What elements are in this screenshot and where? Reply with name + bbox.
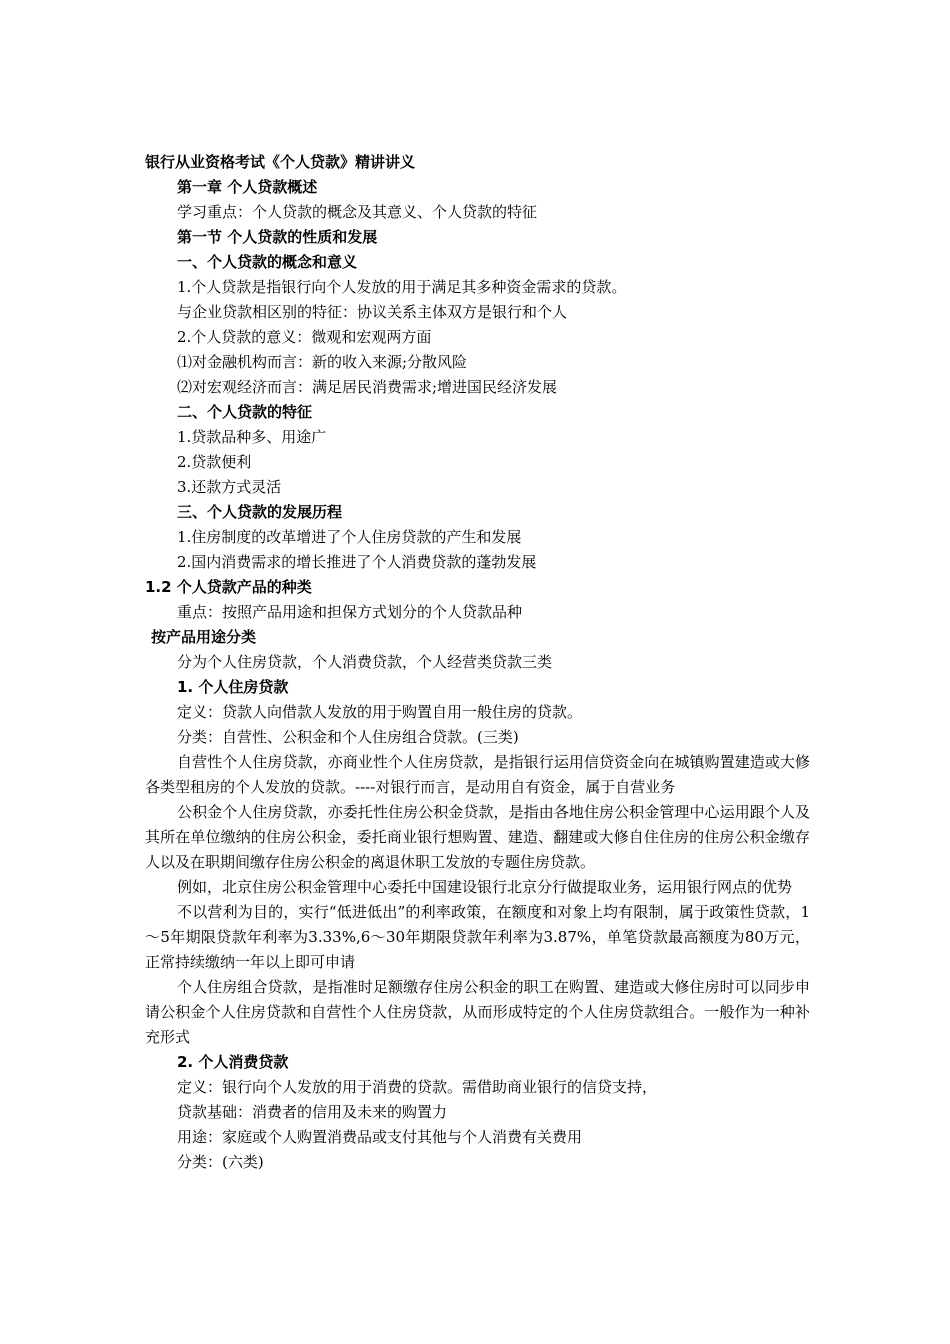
text-line: 2.个人贷款的意义：微观和宏观两方面 (177, 328, 432, 346)
text-line: 1.住房制度的改革增进了个人住房贷款的产生和发展 (177, 528, 522, 546)
text-line: 与企业贷款相区别的特征：协议关系主体双方是银行和个人 (177, 303, 568, 321)
text-line: 用途：家庭或个人购置消费品或支付其他与个人消费有关费用 (177, 1128, 583, 1146)
subsection-heading: 一、个人贷款的概念和意义 (177, 253, 358, 271)
paragraph: 公积金个人住房贷款，亦委托性住房公积金贷款，是指由各地住房公积金管理中心运用跟个人及其所在单位缴纳的住房公积金，委托商业银行想购置、建造、翻建或大修自住住房的住房公积金缴存人以及在职期间缴存住房公积金的离退休职工发放的专题住房贷款。 (145, 803, 810, 871)
paragraph: 不以营利为目的，实行“低进低出”的利率政策，在额度和对象上均有限制，属于政策性贷款，1～5年期限贷款年利率为3.33%,6～30年期限贷款年利率为3.87%，单笔贷款最高额度为80万元，正常持续缴纳一年以上即可申请 (145, 903, 810, 971)
text-line: 贷款基础：消费者的信用及未来的购置力 (177, 1103, 448, 1121)
text-line: 定义：贷款人向借款人发放的用于购置自用一般住房的贷款。 (177, 703, 583, 721)
text-line: 分类：自营性、公积金和个人住房组合贷款。(三类) (177, 728, 519, 746)
paragraph: 个人住房组合贷款，是指准时足额缴存住房公积金的职工在购置、建造或大修住房时可以同步申请公积金个人住房贷款和自营性个人住房贷款，从而形成特定的个人住房贷款组合。一般作为一种补充形式 (145, 978, 810, 1046)
text-line: 3.还款方式灵活 (177, 478, 282, 496)
text-line: 1.贷款品种多、用途广 (177, 428, 327, 446)
text-line: 2.国内消费需求的增长推进了个人消费贷款的蓬勃发展 (177, 553, 537, 571)
paragraph: 例如，北京住房公积金管理中心委托中国建设银行北京分行做提取业务，运用银行网点的优势 (177, 878, 793, 896)
subsection-heading: 2. 个人消费贷款 (177, 1053, 289, 1071)
text-line: 分为个人住房贷款，个人消费贷款，个人经营类贷款三类 (177, 653, 553, 671)
text-line: ⑵对宏观经济而言：满足居民消费需求;增进国民经济发展 (177, 378, 558, 396)
text-line: 2.贷款便利 (177, 453, 252, 471)
text-line: 定义：银行向个人发放的用于消费的贷款。需借助商业银行的信贷支持， (177, 1078, 658, 1096)
section-heading: 1.2 个人贷款产品的种类 (145, 578, 312, 596)
text-line: 1.个人贷款是指银行向个人发放的用于满足其多种资金需求的贷款。 (177, 278, 627, 296)
section-heading: 第一节 个人贷款的性质和发展 (177, 228, 378, 246)
paragraph: 自营性个人住房贷款，亦商业性个人住房贷款，是指银行运用信贷资金向在城镇购置建造或大修各类型租房的个人发放的贷款。----对银行而言，是动用自有资金，属于自营业务 (145, 753, 810, 796)
subsection-heading: 1. 个人住房贷款 (177, 678, 289, 696)
text-line: ⑴对金融机构而言：新的收入来源;分散风险 (177, 353, 468, 371)
subsection-heading: 按产品用途分类 (151, 628, 257, 646)
chapter-heading: 第一章 个人贷款概述 (177, 178, 318, 196)
study-focus: 学习重点：个人贷款的概念及其意义、个人贷款的特征 (177, 203, 538, 221)
subsection-heading: 二、个人贷款的特征 (177, 403, 313, 421)
document-title: 银行从业资格考试《个人贷款》精讲讲义 (145, 153, 416, 171)
text-line: 分类：(六类) (177, 1153, 264, 1171)
subsection-heading: 三、个人贷款的发展历程 (177, 503, 343, 521)
text-line: 重点：按照产品用途和担保方式划分的个人贷款品种 (177, 603, 523, 621)
document-body (145, 150, 810, 1175)
